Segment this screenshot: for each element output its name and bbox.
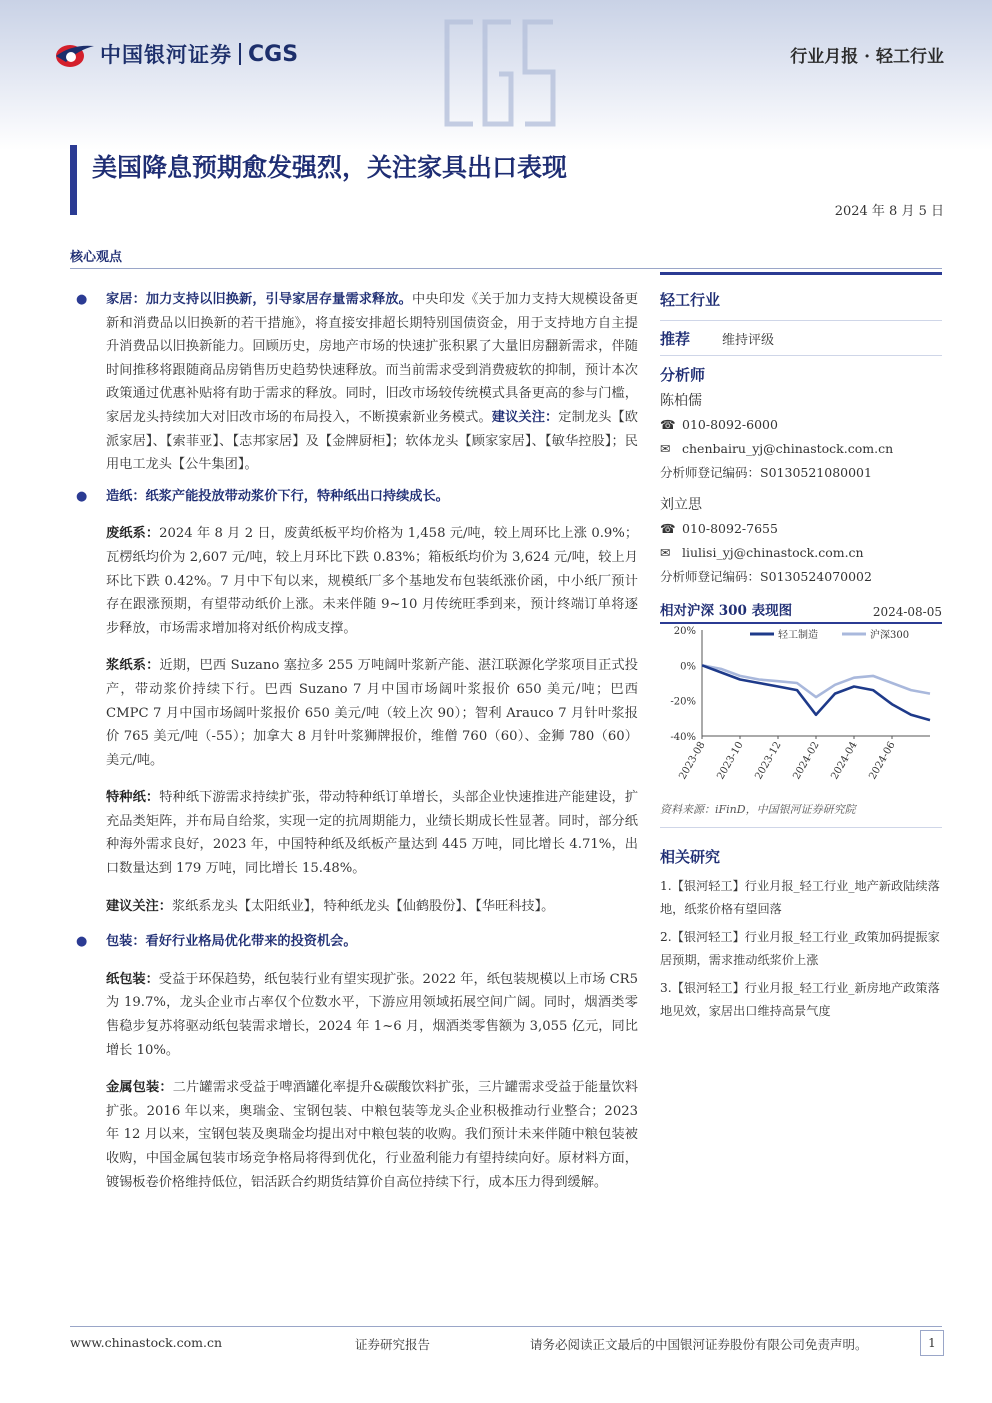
email-address[interactable]: chenbairu_yj@chinastock.com.cn — [682, 441, 894, 456]
section-tail: 定制龙头【欧派家居】、【索菲亚】、【志邦家居】及【金牌厨柜】；软体龙头【顾家家居】、【敏华控股】；民用电工龙头【公牛集团】。 — [106, 409, 638, 473]
subsection-paper-packaging — [70, 968, 638, 1062]
analyst-card — [660, 493, 942, 589]
subsection-text: 2024 年 8 月 2 日，废黄纸板平均价格为 1,458 元/吨，较上周环比上涨 0.9%；瓦楞纸均价为 2,607 元/吨，较上月环比下跌 0.83%；箱板纸均价为 3,624 元/吨，较上月环比下跌 0.42%。7 月中下旬以来，规模纸厂多个基地发布包装纸涨价函，中小纸厂预计存在跟涨预期，有望带动纸价上涨。未来伴随 9~10 月传统旺季到来，预计终端订单将逐步释放，市场需求增加将对纸价构成支撑。 — [106, 526, 639, 636]
subsection-text: 二片罐需求受益于啤酒罐化率提升&碳酸饮料扩张，三片罐需求受益于能量饮料扩张。2016 年以来，奥瑞金、宝钢包装、中粮包装等龙头企业积极推动行业整合；2023 年 12 月以来，宝钢包装及奥瑞金均提出对中粮包装的收购。我们预计未来伴随中粮包装被收购，中国金属包装市场竞争格局将得到优化，行业盈利能力有望持续向好。原材料方面，镀锡板卷价格维持低位，铝活跃合约期货结算价自高位持续下行，成本压力得到缓解。 — [106, 1080, 638, 1190]
analyst-email[interactable] — [660, 541, 942, 565]
chart-date: 2024-08-05 — [872, 605, 942, 619]
legend-label: 轻工制造 — [778, 630, 818, 641]
subsection-key: 纸包装： — [106, 971, 159, 987]
subsection-text: 特种纸下游需求持续扩张，带动特种纸订单增长，头部企业快速推进产能建设，扩充品类矩阵，并布局自给浆，实现一定的抗周期能力，业绩长期成长性显著。同时，部分纸种海外需求良好，2023 年，中国特种纸及纸板产量达到 445 万吨，同比增长 4.71%，出口数量达到 179 万吨，同比增长 15.48%。 — [106, 790, 639, 877]
section-body: 中央印发《关于加力支持大规模设备更新和消费品以旧换新的若干措施》，将直接安排超长期特别国债资金，用于支持地方自主提升消费品以旧换新能力。回顾历史，房地产市场的快速扩张积累了大量旧房翻新需求，伴随时间推移将跟随商品房销售历史趋势快速释放。而当前需求受到消费疲软的抑制，预计本次政策通过优惠补贴将有助于需求的释放。同时，旧改市场较传统模式具备更高的参与门槛，家居龙头持续加大对旧改市场的布局投入，不断摸索新业务模式。 — [106, 292, 639, 425]
logo-divider — [239, 43, 241, 65]
logo-chinese-name: 中国银河证券 — [100, 43, 232, 67]
subsection-text: 浆纸系龙头【太阳纸业】，特种纸龙头【仙鹤股份】、【华旺科技】。 — [171, 898, 555, 914]
footer-divider — [70, 1326, 942, 1327]
section-home-furnishing — [70, 288, 638, 477]
chart-source: 资料来源：iFinD，中国银河证券研究院 — [660, 803, 856, 816]
analyst-name: 陈柏儒 — [660, 393, 702, 409]
y-tick-label: 20% — [673, 626, 696, 637]
section-heading: 包装：看好行业格局优化带来的投资机会。 — [106, 934, 357, 950]
subsection-specialty-paper — [70, 786, 638, 880]
chart-header — [660, 599, 942, 619]
page-title: 美国降息预期愈发强烈，关注家具出口表现 — [92, 153, 568, 182]
related-research-item[interactable]: 2.【银河轻工】行业月报_轻工行业_政策加码提振家居预期，需求推动纸浆价上涨 — [660, 930, 940, 967]
sidebar-top-rule — [660, 272, 942, 275]
series-line-沪深300 — [702, 665, 930, 697]
phone-number: 010-8092-6000 — [682, 417, 778, 432]
rating-row — [660, 321, 942, 355]
header-divider — [70, 268, 942, 269]
performance-chart — [660, 624, 942, 796]
analyst-label: 分析师 — [660, 366, 706, 384]
subsection-metal-packaging — [70, 1076, 638, 1194]
registration-number: S0130521080001 — [760, 465, 872, 480]
subsection-key: 建议关注： — [106, 898, 172, 914]
phone-number: 010-8092-7655 — [682, 521, 778, 536]
registration-label: 分析师登记编码： — [660, 569, 761, 584]
analyst-phone — [660, 517, 942, 541]
y-tick-label: 0% — [680, 661, 696, 673]
related-research-item[interactable]: 3.【银河轻工】行业月报_轻工行业_新房地产政策落地见效，家居出口维持高景气度 — [660, 981, 940, 1018]
subsection-text: 近期，巴西 Suzano 塞拉多 255 万吨阔叶浆新产能、湛江联源化学浆项目正式投产，带动浆价持续下行。巴西 Suzano 7 月中国市场阔叶浆报价 650 美元/吨；巴西 CMPC 7 月中国市场阔叶浆报价 650 美元/吨（较上次 90）；智利 Arauco 7 月针叶浆报价 765 美元/吨（-55）；加拿大 8 月针叶浆狮牌报价，维僧 760（60）、金狮 780（60）美元/吨。 — [106, 658, 638, 768]
related-research-label: 相关研究 — [660, 848, 721, 866]
footer-website[interactable]: www.chinastock.com.cn — [70, 1335, 223, 1350]
analyst-phone — [660, 413, 942, 437]
subsection-key: 特种纸： — [106, 790, 160, 806]
analyst-registration — [660, 565, 942, 589]
x-tick-label: 2024-04 — [829, 740, 860, 782]
subsection-text: 受益于环保趋势，纸包装行业有望实现扩张。2022 年，纸包装规模以上市场 CR5 为 19.7%，龙头企业市占率仅个位数水平，下游应用领域拓展空间广阔。同时，烟酒类零售稳步复苏将驱动纸包装需求增长，2024 年 1~6 月，烟酒类零售额为 3,055 亿元，同比增长 10%。 — [106, 971, 638, 1058]
subsection-key: 废纸系： — [106, 526, 160, 542]
analyst-email[interactable] — [660, 437, 942, 461]
x-tick-label: 2023-12 — [753, 740, 784, 782]
phone-icon: ☎ — [660, 521, 676, 536]
company-logo — [52, 38, 298, 70]
x-tick-label: 2023-10 — [715, 740, 746, 782]
y-tick-label: -20% — [670, 696, 696, 708]
email-icon: ✉ — [660, 545, 671, 560]
report-date: 2024 年 8 月 5 日 — [834, 204, 944, 219]
footer-center-label: 证券研究报告 — [355, 1337, 431, 1352]
footer-disclaimer: 请务必阅读正文最后的中国银河证券股份有限公司免责声明。 — [530, 1337, 868, 1352]
legend-label: 沪深300 — [870, 630, 910, 641]
sidebar-divider — [660, 827, 942, 828]
page-number: 1 — [920, 1330, 944, 1356]
analyst-registration — [660, 461, 942, 485]
bullet-icon: ● — [76, 292, 88, 307]
rating-value: 维持评级 — [722, 332, 775, 348]
subsection-paper-picks — [70, 895, 638, 919]
x-tick-label: 2023-08 — [677, 740, 708, 782]
galaxy-logo-icon — [52, 38, 96, 70]
logo-english-name: CGS — [248, 41, 299, 67]
registration-number: S0130524070002 — [760, 569, 872, 584]
chart-title: 相对沪深 300 表现图 — [660, 603, 793, 619]
core-views-label: 核心观点 — [70, 250, 123, 265]
title-accent-bar — [70, 145, 77, 215]
sidebar — [660, 272, 942, 1028]
email-icon: ✉ — [660, 441, 671, 456]
y-tick-label: -40% — [670, 732, 696, 743]
related-research-list — [660, 875, 942, 1022]
x-tick-label: 2024-02 — [791, 740, 822, 782]
section-tail-key: 建议关注： — [491, 409, 559, 425]
phone-icon: ☎ — [660, 417, 676, 432]
subsection-key: 金属包装： — [106, 1080, 173, 1096]
analyst-card — [660, 389, 942, 485]
subsection-pulp-paper — [70, 654, 638, 772]
bullet-icon: ● — [76, 488, 88, 504]
section-paper — [70, 485, 638, 509]
sidebar-industry: 轻工行业 — [660, 291, 721, 309]
cgs-watermark-icon — [437, 14, 563, 134]
section-heading: 造纸：纸浆产能投放带动浆价下行，特种纸出口持续成长。 — [106, 488, 449, 504]
email-address[interactable]: liulisi_yj@chinastock.com.cn — [682, 545, 864, 560]
bullet-icon: ● — [76, 934, 88, 950]
main-content — [70, 288, 638, 1194]
related-research-item[interactable]: 1.【银河轻工】行业月报_轻工行业_地产新政陆续落地，纸浆价格有望回落 — [660, 879, 940, 916]
report-type: 行业月报 · 轻工行业 — [790, 47, 944, 67]
section-heading: 家居：加力支持以旧换新，引导家居存量需求释放。 — [106, 292, 412, 307]
subsection-waste-paper — [70, 522, 638, 640]
analyst-name: 刘立思 — [660, 497, 702, 513]
subsection-key: 浆纸系： — [106, 658, 160, 674]
x-tick-label: 2024-06 — [867, 740, 898, 782]
section-packaging — [70, 930, 638, 954]
sidebar-divider — [660, 355, 942, 356]
rating-label: 推荐 — [660, 329, 691, 348]
registration-label: 分析师登记编码： — [660, 465, 761, 480]
